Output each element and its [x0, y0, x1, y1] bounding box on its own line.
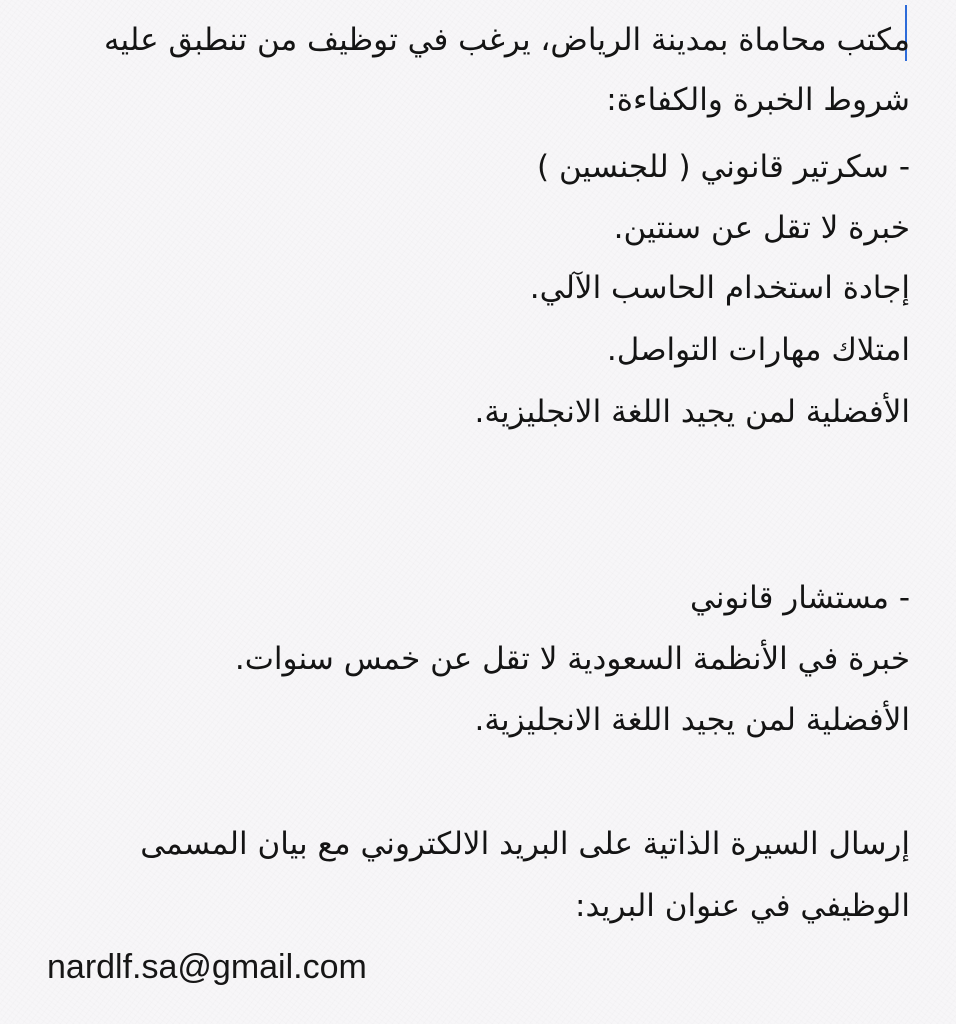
consultant-english-preference: الأفضلية لمن يجيد اللغة الانجليزية.: [474, 702, 910, 738]
email-address[interactable]: nardlf.sa@gmail.com: [47, 948, 367, 986]
secretary-computer-skills: إجادة استخدام الحاسب الآلي.: [529, 270, 910, 306]
requirements-heading: شروط الخبرة والكفاءة:: [606, 82, 910, 118]
job-title-secretary: - سكرتير قانوني ( للجنسين ): [537, 149, 910, 185]
secretary-communication: امتلاك مهارات التواصل.: [606, 332, 910, 368]
secretary-english-preference: الأفضلية لمن يجيد اللغة الانجليزية.: [474, 394, 910, 430]
consultant-experience: خبرة في الأنظمة السعودية لا تقل عن خمس سنوات.: [234, 641, 910, 677]
secretary-experience: خبرة لا تقل عن سنتين.: [613, 210, 910, 246]
job-title-consultant: - مستشار قانوني: [690, 580, 910, 616]
application-instructions-cont: الوظيفي في عنوان البريد:: [575, 888, 910, 924]
application-instructions: إرسال السيرة الذاتية على البريد الالكتروني مع بيان المسمى: [140, 826, 910, 862]
intro-line: مكتب محاماة بمدينة الرياض، يرغب في توظيف من تنطبق عليه: [103, 22, 910, 58]
